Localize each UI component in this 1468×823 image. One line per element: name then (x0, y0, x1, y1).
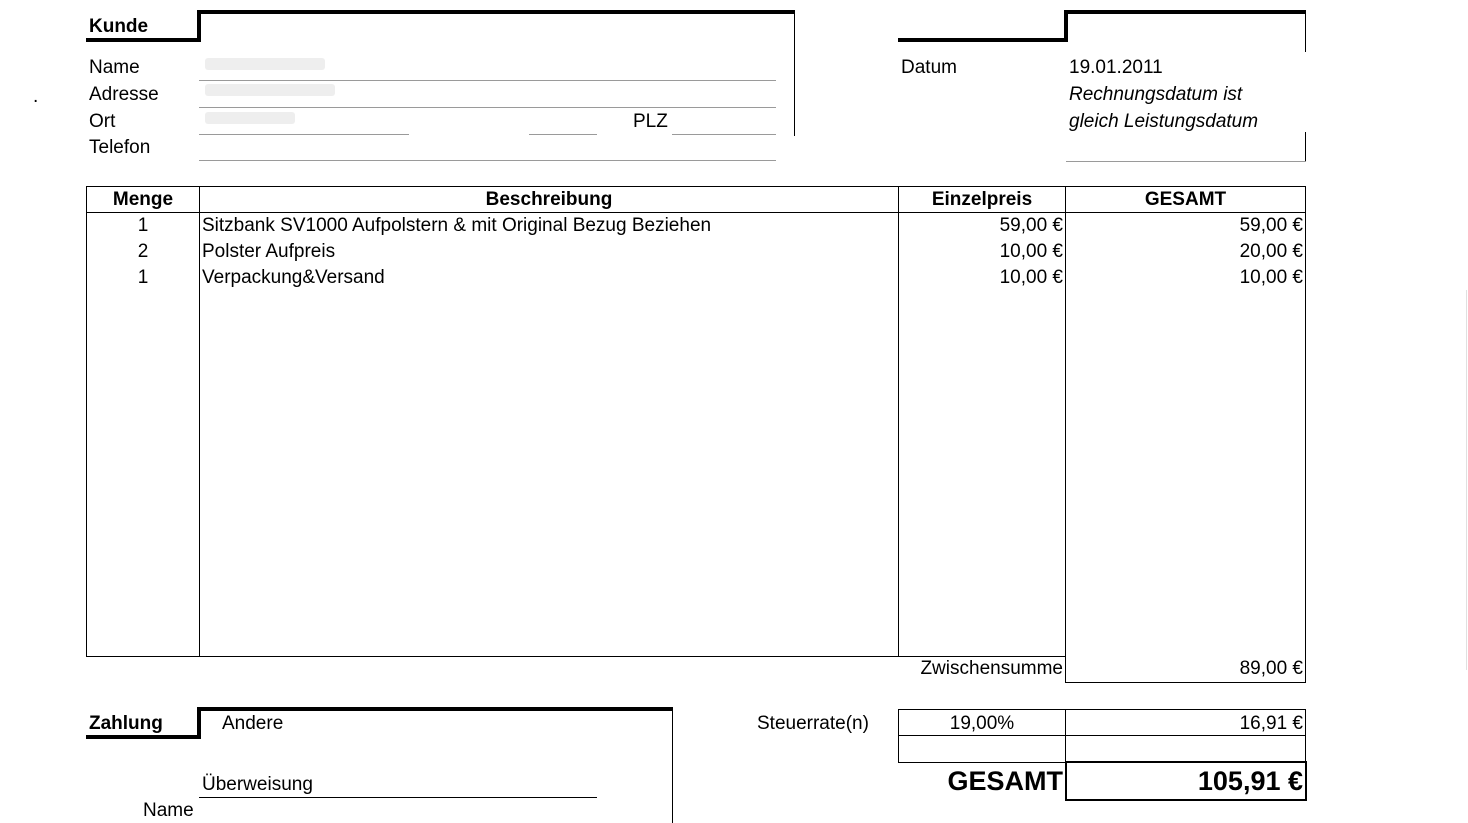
date-box-right-lower (1305, 132, 1306, 162)
tax-label: Steuerrate(n) (757, 713, 869, 734)
row-unit-price[interactable]: 10,00 € (999, 241, 1063, 262)
customer-box-top (197, 10, 795, 14)
grand-total-label: GESAMT (947, 766, 1063, 796)
date-step (1064, 10, 1068, 42)
payment-method[interactable]: Andere (222, 713, 284, 734)
customer-address-field[interactable] (199, 107, 776, 108)
grand-total-value: 105,91 € (1197, 766, 1303, 796)
header-unit-price: Einzelpreis (931, 189, 1033, 210)
row-description[interactable]: Verpackung&Versand (202, 267, 385, 288)
grand-label-topline (898, 762, 1066, 763)
row-unit-price[interactable]: 59,00 € (999, 215, 1063, 236)
table-header-border (86, 212, 1306, 213)
customer-zip-field[interactable] (672, 134, 776, 135)
payment-heading: Zahlung (89, 713, 163, 734)
customer-address-redacted (205, 84, 335, 96)
payment-name-label: Name (143, 800, 194, 821)
customer-city-label: Ort (89, 111, 116, 132)
customer-heading-step (197, 10, 201, 42)
row-quantity[interactable]: 1 (137, 215, 149, 236)
date-underline (898, 38, 1068, 42)
subtotal-label: Zwischensumme (920, 658, 1063, 679)
header-quantity: Menge (112, 189, 174, 210)
payment-heading-underline (86, 735, 200, 739)
row-unit-price[interactable]: 10,00 € (999, 267, 1063, 288)
customer-heading-underline (86, 38, 200, 42)
customer-name-field[interactable] (199, 80, 776, 81)
date-note-line1: Rechnungsdatum ist (1069, 84, 1243, 105)
tax-box-right (1305, 709, 1306, 763)
customer-phone-label: Telefon (89, 137, 151, 158)
payment-box-top (197, 707, 673, 711)
tax-box-top (898, 709, 1306, 710)
table-right-border (1305, 186, 1306, 683)
row-quantity[interactable]: 1 (137, 267, 149, 288)
date-box-top (1064, 10, 1306, 14)
row-total: 20,00 € (1239, 241, 1303, 262)
customer-city-redacted (205, 112, 295, 124)
customer-name-redacted (205, 58, 325, 70)
customer-name-label: Name (89, 57, 140, 78)
date-box-right-upper (1305, 10, 1306, 52)
row-total: 59,00 € (1239, 215, 1303, 236)
subtotal-value: 89,00 € (1239, 658, 1303, 679)
table-bottom-border (86, 656, 1066, 657)
tax-box-mid (898, 735, 1306, 736)
payment-transfer[interactable]: Überweisung (202, 774, 313, 795)
date-value[interactable]: 19.01.2011 (1069, 57, 1163, 78)
customer-extra-field[interactable] (529, 134, 597, 135)
row-description[interactable]: Polster Aufpreis (202, 241, 336, 262)
tax-rate[interactable]: 19,00% (949, 713, 1015, 734)
payment-box-right (672, 707, 673, 823)
row-description[interactable]: Sitzbank SV1000 Aufpolstern & mit Original Bezug Beziehen (202, 215, 712, 236)
date-label: Datum (901, 57, 957, 78)
subtotal-underline (1065, 682, 1306, 683)
customer-phone-field[interactable] (199, 160, 776, 161)
date-note-line2: gleich Leistungsdatum (1069, 111, 1259, 132)
row-quantity[interactable]: 2 (137, 241, 149, 262)
page-edge-shadow (1466, 290, 1467, 670)
customer-heading: Kunde (89, 16, 149, 37)
customer-address-label: Adresse (89, 84, 159, 105)
header-total: GESAMT (1144, 189, 1227, 210)
table-col-divider-1 (199, 186, 200, 657)
margin-mark: . (33, 86, 39, 107)
header-description: Beschreibung (485, 189, 613, 210)
date-box-bottom (1066, 161, 1306, 162)
row-total: 10,00 € (1239, 267, 1303, 288)
tax-value: 16,91 € (1239, 713, 1303, 734)
customer-zip-label: PLZ (633, 111, 668, 132)
payment-transfer-underline (199, 797, 597, 798)
customer-city-field[interactable] (199, 134, 409, 135)
payment-heading-step (197, 707, 201, 739)
customer-box-right (794, 10, 795, 136)
table-top-border (86, 186, 1306, 187)
